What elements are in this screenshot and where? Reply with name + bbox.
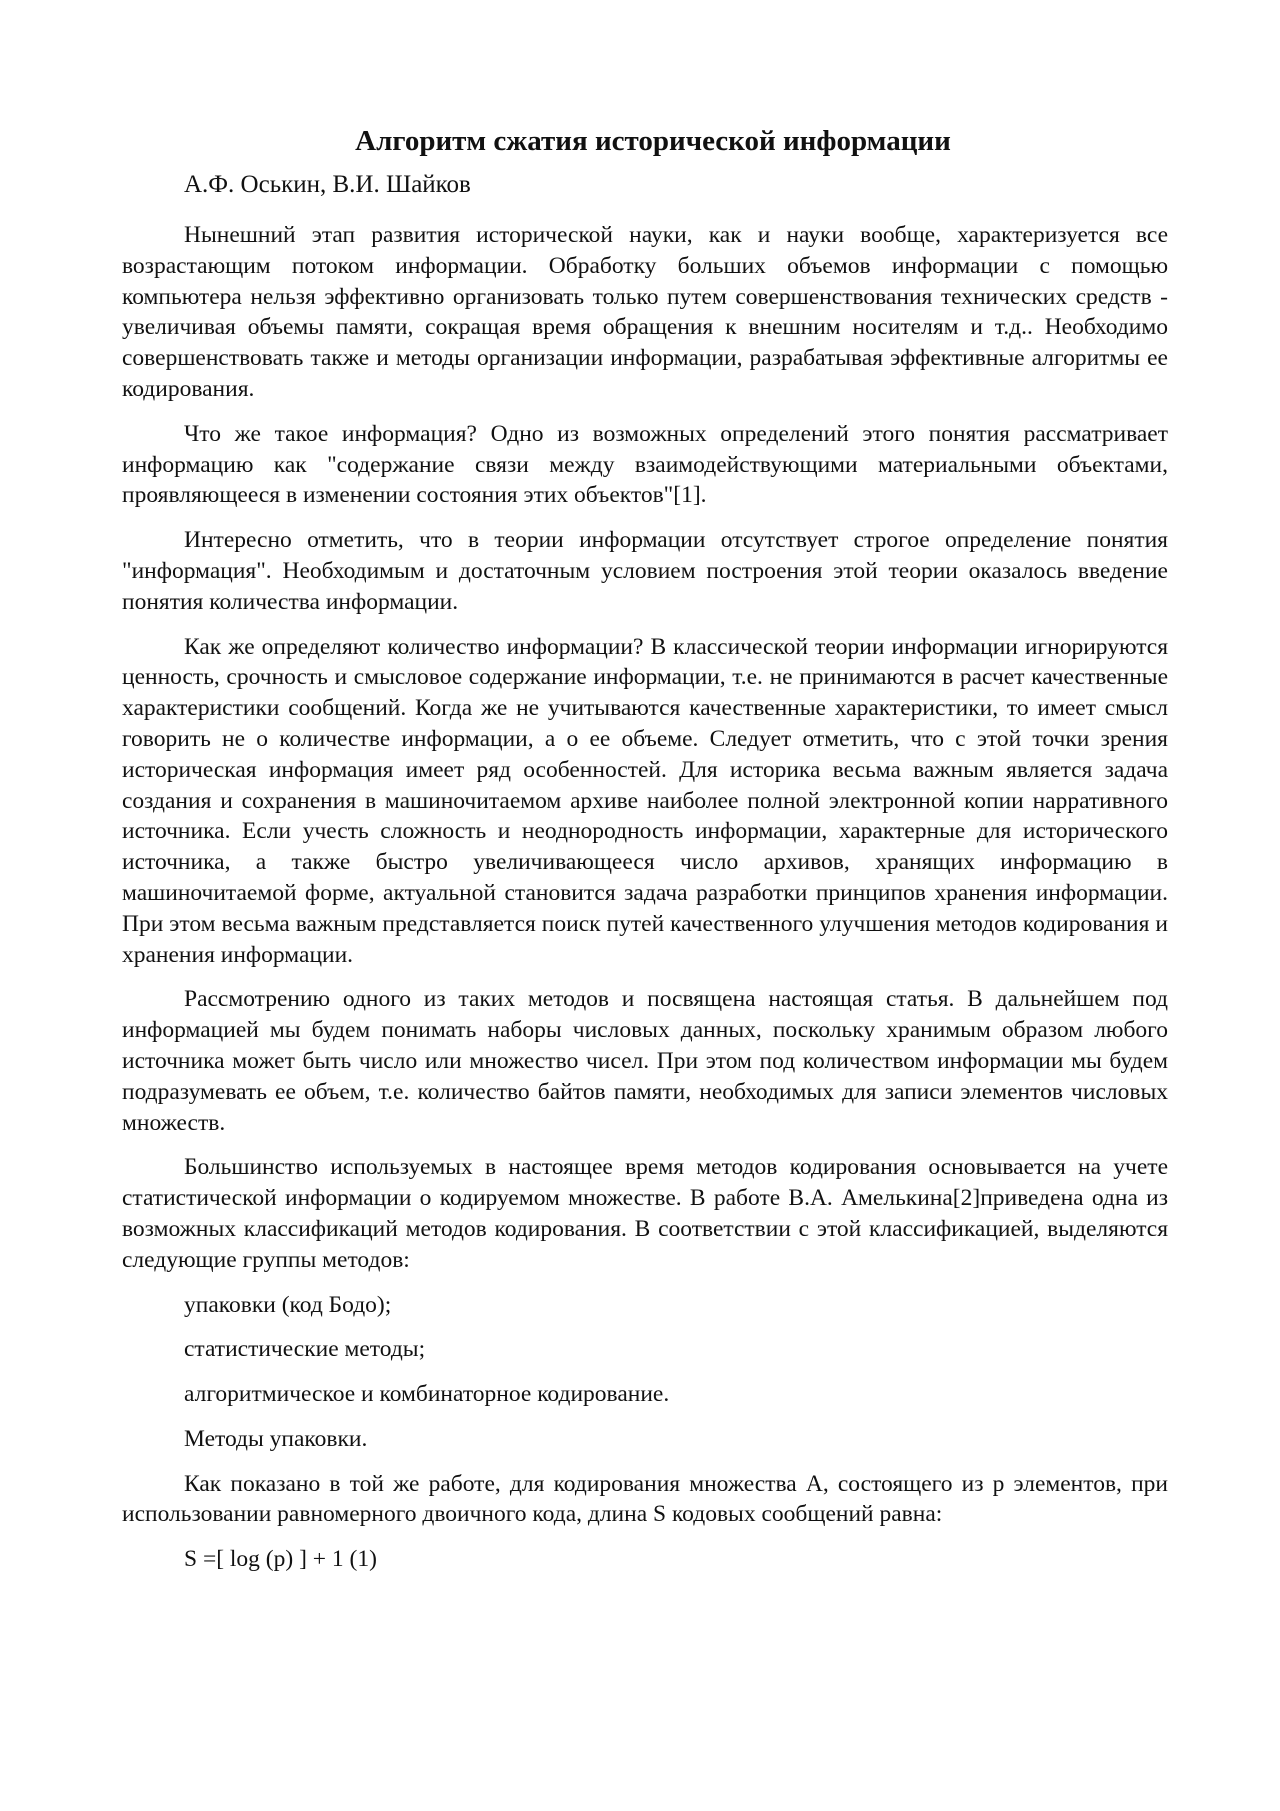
list-item-algorithmic: алгоритмическое и комбинаторное кодирование. — [184, 1381, 670, 1408]
section-heading: Методы упаковки. — [184, 1425, 368, 1452]
paragraph-5: Рассмотрению одного из таких методов и посвящена настоящая статья. В дальнейшем под информацией мы будем понимать наборы числовых данных, поскольку хранимым образом любого источника может быть число или множество чисел. При этом под количеством информации мы будем подразумевать ее объем, т.е. количество байтов памяти, необходимых для записи элементов числовых множеств. — [122, 986, 1168, 1136]
document-page — [122, 124, 1168, 1589]
paragraph-4: Как же определяют количество информации? В классической теории информации игнорируются ценность, срочность и смысловое содержание информации, т.е. не принимаются в расчет качественные характеристики сообщений. Когда же не учитываются качественные характеристики, то имеет смысл говорить не о количестве информации, а о ее объеме. Следует отметить, что с этой точки зрения историческая информация имеет ряд особенностей. Для историка весьма важным является задача создания и сохранения в машиночитаемом архиве наиболее полной электронной копии нарративного источника. Если учесть сложность и неоднородность информации, характерные для исторического источника, а также быстро увеличивающееся число архивов, хранящих информацию в машиночитаемой форме, актуальной становится задача разработки принципов хранения информации. При этом весьма важным представляется поиск путей качественного улучшения методов кодирования и хранения информации. — [122, 633, 1168, 968]
list-item-statistical: статистические методы; — [184, 1336, 426, 1363]
paragraph-3: Интересно отметить, что в теории информации отсутствует строгое определение понятия "информация". Необходимым и достаточным условием построения этой теории оказалось введение понятия количества информации. — [122, 527, 1168, 615]
paragraph-6: Большинство используемых в настоящее время методов кодирования основывается на учете статистической информации о кодируемом множестве. В работе В.А. Амелькина[2]приведена одна из возможных классификаций методов кодирования. В соответствии с этой классификацией, выделяются следующие группы методов: — [122, 1154, 1168, 1273]
paragraph-2: Что же такое информация? Одно из возможных определений этого понятия рассматривает информацию как "содержание связи между взаимодействующими материальными объектами, проявляющееся в изменении состояния этих объектов"[1]. — [122, 420, 1168, 509]
document-title: Алгоритм сжатия исторической информации — [355, 125, 951, 157]
list-item-packing: упаковки (код Бодо); — [184, 1291, 392, 1318]
formula: S =[ log (p) ] + 1 (1) — [184, 1546, 377, 1573]
document-authors: А.Ф. Оськин, В.И. Шайков — [184, 171, 471, 198]
paragraph-1: Нынешний этап развития исторической науки, как и науки вообще, характеризуется все возрастающим потоком информации. Обработку больших объемов информации с помощью компьютера нельзя эффективно организовать только путем совершенствования технических средств - увеличивая объемы памяти, сокращая время обращения к внешним носителям и т.д.. Необходимо совершенствовать также и методы организации информации, разрабатывая эффективные алгоритмы ее кодирования. — [122, 222, 1168, 402]
paragraph-7: Как показано в той же работе, для кодирования множества А, состоящего из р элементов, при использовании равномерного двоичного кода, длина S кодовых сообщений равна: — [122, 1470, 1168, 1528]
